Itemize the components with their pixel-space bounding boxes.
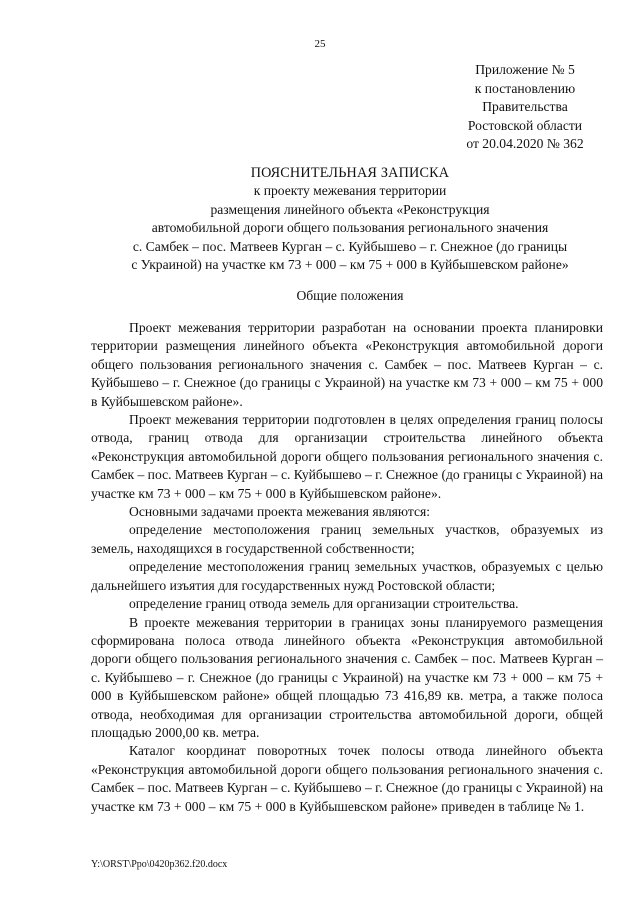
title-line: с Украиной) на участке км 73 + 000 – км 75 + 000 в Куйбышевском районе» bbox=[131, 257, 569, 273]
body-text bbox=[91, 319, 603, 816]
title-line: к проекту межевания территории bbox=[253, 183, 447, 199]
document-title: ПОЯСНИТЕЛЬНАЯ ЗАПИСКА bbox=[250, 165, 450, 181]
paragraph: Проект межевания территории подготовлен в целях определения границ полосы отвода, границ отвода для организации строительства линейного объекта «Реконструкция автомобильной дороги общего пользования регионального значения с. Самбек – пос. Матвеев Курган – с. Куйбышево – г. Снежное (до границы с Украиной) на участке км 73 + 000 – км 75 + 000 в Куйбышевском районе». bbox=[91, 412, 604, 501]
title-line: автомобильной дороги общего пользования регионального значения bbox=[151, 220, 549, 236]
appendix-line: Ростовской области bbox=[467, 117, 583, 133]
appendix-line: к постановлению bbox=[474, 80, 576, 96]
appendix-line: Правительства bbox=[482, 99, 568, 114]
title-line: размещения линейного объекта «Реконструкция bbox=[210, 201, 490, 217]
paragraph: Проект межевания территории разработан на основании проекта планировки территории размещения линейного объекта «Реконструкция автомобильной дороги общего пользования регионального значения с. Самбек – пос. Матвеев Курган – с. Куйбышево – г. Снежное (до границы с Украиной) на участке км 73 + 000 – км 75 + 000 в Куйбышевском районе». bbox=[91, 320, 603, 409]
appendix-line: от 20.04.2020 № 362 bbox=[466, 136, 584, 151]
section-heading: Общие положения bbox=[296, 288, 404, 303]
paragraph: В проекте межевания территории в границах зоны планируемого размещения сформирована полоса отвода линейного объекта «Реконструкция автомобильной дороги общего пользования регионального значения с. Самбек – пос. Матвеев Курган – с. Куйбышево – г. Снежное (до границы с Украиной) на участке км 73 + 000 – км 75 + 000 в Куйбышевском районе» общей площадью 73 416,89 кв. метра, а также полоса отвода, необходимая для организации строительства автомобильной дороги, общей площадью 2000,00 кв. метра. bbox=[91, 614, 603, 740]
document-title-block bbox=[60, 164, 640, 274]
appendix-line: Приложение № 5 bbox=[475, 62, 575, 77]
paragraph: Основными задачами проекта межевания являются: bbox=[129, 504, 431, 520]
page-number: 25 bbox=[314, 38, 326, 50]
footer-file-path: Y:\ORST\Ppo\0420p362.f20.docx bbox=[91, 859, 228, 870]
paragraph: Каталог координат поворотных точек полосы отвода линейного объекта «Реконструкция автомобильной дороги общего пользования регионального значения с. Самбек – пос. Матвеев Курган – с. Куйбышево – г. Снежное (до границы с Украиной) на участке км 73 + 000 – км 75 + 000 в Куйбышевском районе» приведен в таблице № 1. bbox=[91, 743, 604, 814]
paragraph: определение местоположения границ земельных участков, образуемых с целью дальнейшего изъятия для государственных нужд Ростовской области; bbox=[91, 559, 603, 593]
title-line: с. Самбек – пос. Матвеев Курган – с. Куйбышево – г. Снежное (до границы bbox=[132, 238, 568, 254]
appendix-block bbox=[440, 61, 610, 154]
paragraph: определение границ отвода земель для организации строительства. bbox=[129, 596, 519, 612]
paragraph: определение местоположения границ земельных участков, образуемых из земель, находящихся в государственной собственности; bbox=[91, 522, 603, 556]
